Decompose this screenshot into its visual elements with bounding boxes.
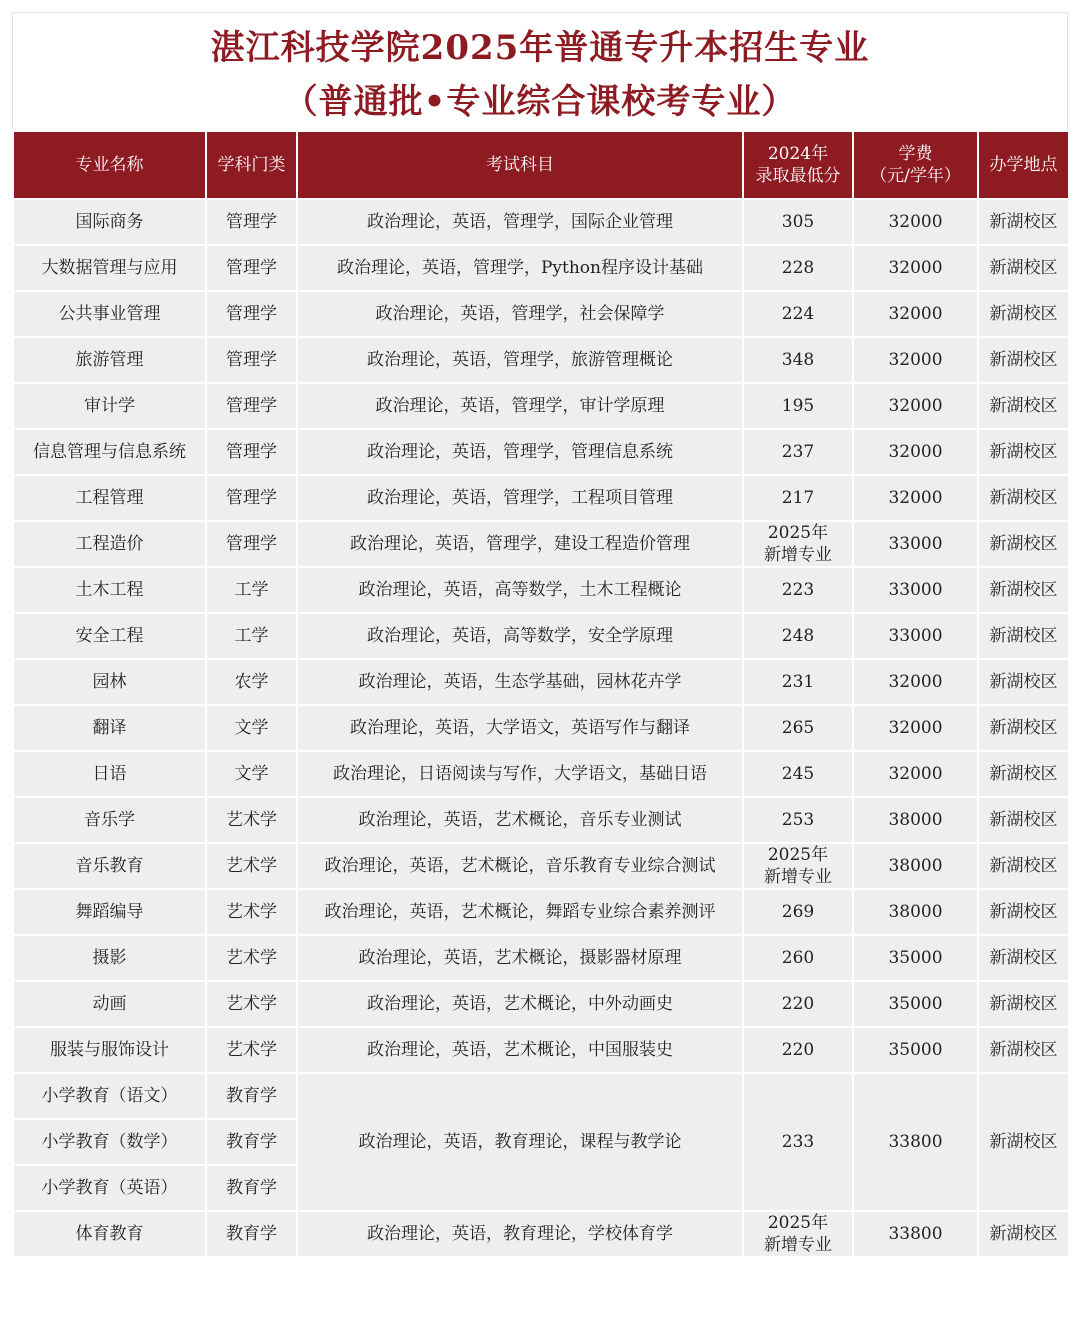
cell-tuition: 33800 [853,1211,978,1257]
cell-major: 体育教育 [13,1211,206,1257]
cell-major: 小学教育（英语） [13,1165,206,1211]
cell-campus: 新湖校区 [978,475,1069,521]
cell-major: 公共事业管理 [13,291,206,337]
table-row [13,1027,1069,1073]
cell-tuition: 33000 [853,567,978,613]
cell-major: 音乐学 [13,797,206,843]
cell-tuition: 32000 [853,751,978,797]
cell-score [743,1211,853,1257]
cell-subjects: 政治理论，英语，管理学，社会保障学 [297,291,743,337]
table-row [13,659,1069,705]
table-row [13,935,1069,981]
cell-subjects: 政治理论，英语，艺术概论，舞蹈专业综合素养测评 [297,889,743,935]
cell-score: 269 [743,889,853,935]
table-row [13,521,1069,567]
cell-tuition: 32000 [853,659,978,705]
header-min-score [743,131,853,199]
page-subtitle: （普通批•专业综合课校考专业） [283,82,797,122]
cell-tuition: 33800 [853,1073,978,1211]
cell-major: 舞蹈编导 [13,889,206,935]
cell-major: 旅游管理 [13,337,206,383]
cell-category: 管理学 [206,521,297,567]
table-row [13,889,1069,935]
cell-category: 艺术学 [206,843,297,889]
header-tuition-line1: 学费 [898,144,933,164]
cell-subjects: 政治理论，英语，生态学基础，园林花卉学 [297,659,743,705]
cell-score-line1: 2025年 [767,1213,829,1233]
cell-category: 农学 [206,659,297,705]
header-subjects: 考试科目 [297,131,743,199]
cell-category: 管理学 [206,429,297,475]
cell-category: 管理学 [206,291,297,337]
cell-category: 工学 [206,567,297,613]
cell-tuition: 33000 [853,521,978,567]
cell-subjects: 政治理论，英语，艺术概论，中国服装史 [297,1027,743,1073]
cell-tuition: 32000 [853,291,978,337]
cell-score: 245 [743,751,853,797]
cell-subjects: 政治理论，英语，高等数学，土木工程概论 [297,567,743,613]
header-campus: 办学地点 [978,131,1069,199]
cell-category: 教育学 [206,1073,297,1119]
table-row [13,705,1069,751]
cell-campus: 新湖校区 [978,843,1069,889]
table-row [13,751,1069,797]
cell-major: 审计学 [13,383,206,429]
cell-campus: 新湖校区 [978,291,1069,337]
cell-campus: 新湖校区 [978,199,1069,245]
cell-tuition: 32000 [853,383,978,429]
cell-score: 305 [743,199,853,245]
table-row [13,291,1069,337]
cell-campus: 新湖校区 [978,659,1069,705]
cell-category: 教育学 [206,1119,297,1165]
cell-campus: 新湖校区 [978,751,1069,797]
header-category: 学科门类 [206,131,297,199]
table-row [13,843,1069,889]
table-row [13,613,1069,659]
table-row [13,981,1069,1027]
cell-campus: 新湖校区 [978,567,1069,613]
cell-category: 教育学 [206,1165,297,1211]
cell-subjects: 政治理论，英语，艺术概论，摄影器材原理 [297,935,743,981]
header-min-score-line2: 录取最低分 [755,166,841,186]
cell-campus: 新湖校区 [978,935,1069,981]
cell-subjects: 政治理论，英语，艺术概论，中外动画史 [297,981,743,1027]
table-row [13,245,1069,291]
cell-tuition: 32000 [853,199,978,245]
cell-score: 223 [743,567,853,613]
cell-subjects: 政治理论，英语，管理学，旅游管理概论 [297,337,743,383]
cell-campus: 新湖校区 [978,1073,1069,1211]
cell-subjects: 政治理论，英语，艺术概论，音乐专业测试 [297,797,743,843]
cell-major: 园林 [13,659,206,705]
cell-campus: 新湖校区 [978,245,1069,291]
header-tuition-line2: （元/学年） [870,166,961,186]
cell-score: 228 [743,245,853,291]
cell-subjects: 政治理论，日语阅读与写作，大学语文，基础日语 [297,751,743,797]
cell-campus: 新湖校区 [978,797,1069,843]
cell-major: 日语 [13,751,206,797]
cell-score: 217 [743,475,853,521]
cell-subjects: 政治理论，英语，管理学，建设工程造价管理 [297,521,743,567]
cell-tuition: 33000 [853,613,978,659]
cell-score: 265 [743,705,853,751]
cell-tuition: 32000 [853,337,978,383]
majors-table [12,130,1070,1258]
cell-major: 小学教育（数学） [13,1119,206,1165]
cell-score: 224 [743,291,853,337]
cell-score-line2: 新增专业 [764,867,832,887]
cell-subjects: 政治理论，英语，大学语文，英语写作与翻译 [297,705,743,751]
cell-major: 国际商务 [13,199,206,245]
table-body [13,199,1069,1257]
cell-tuition: 35000 [853,935,978,981]
cell-tuition: 38000 [853,889,978,935]
cell-score: 248 [743,613,853,659]
cell-campus: 新湖校区 [978,1027,1069,1073]
cell-category: 文学 [206,751,297,797]
cell-subjects: 政治理论，英语，管理学，审计学原理 [297,383,743,429]
cell-tuition: 35000 [853,981,978,1027]
cell-subjects: 政治理论，英语，教育理论，课程与教学论 [297,1073,743,1211]
header-major: 专业名称 [13,131,206,199]
cell-subjects: 政治理论，英语，管理学，管理信息系统 [297,429,743,475]
cell-major: 服装与服饰设计 [13,1027,206,1073]
page-title: 湛江科技学院2025年普通专升本招生专业 [210,28,870,68]
cell-score: 253 [743,797,853,843]
cell-major: 小学教育（语文） [13,1073,206,1119]
cell-major: 工程管理 [13,475,206,521]
cell-score-line2: 新增专业 [764,545,832,565]
cell-tuition: 32000 [853,429,978,475]
cell-major: 安全工程 [13,613,206,659]
table-row [13,429,1069,475]
admission-page [12,12,1068,1258]
cell-tuition: 32000 [853,245,978,291]
cell-category: 文学 [206,705,297,751]
cell-score-line1: 2025年 [767,845,829,865]
cell-subjects: 政治理论，英语，艺术概论，音乐教育专业综合测试 [297,843,743,889]
cell-campus: 新湖校区 [978,521,1069,567]
cell-major: 工程造价 [13,521,206,567]
cell-category: 艺术学 [206,889,297,935]
cell-campus: 新湖校区 [978,705,1069,751]
cell-score: 237 [743,429,853,475]
cell-score [743,521,853,567]
cell-campus: 新湖校区 [978,889,1069,935]
cell-major: 音乐教育 [13,843,206,889]
header-min-score-line1: 2024年 [767,144,829,164]
cell-major: 土木工程 [13,567,206,613]
table-row [13,383,1069,429]
cell-campus: 新湖校区 [978,613,1069,659]
cell-subjects: 政治理论，英语，高等数学，安全学原理 [297,613,743,659]
cell-score: 233 [743,1073,853,1211]
cell-major: 信息管理与信息系统 [13,429,206,475]
table-row [13,1073,1069,1119]
table-row [13,1211,1069,1257]
cell-major: 摄影 [13,935,206,981]
cell-tuition: 32000 [853,475,978,521]
cell-score: 260 [743,935,853,981]
cell-score-line1: 2025年 [767,523,829,543]
cell-campus: 新湖校区 [978,1211,1069,1257]
cell-subjects: 政治理论，英语，管理学，工程项目管理 [297,475,743,521]
table-row [13,199,1069,245]
cell-score [743,843,853,889]
cell-campus: 新湖校区 [978,981,1069,1027]
table-row [13,475,1069,521]
cell-tuition: 35000 [853,1027,978,1073]
cell-major: 动画 [13,981,206,1027]
cell-tuition: 32000 [853,705,978,751]
cell-subjects: 政治理论，英语，管理学，国际企业管理 [297,199,743,245]
cell-score: 195 [743,383,853,429]
cell-score: 220 [743,1027,853,1073]
cell-category: 艺术学 [206,981,297,1027]
table-row [13,797,1069,843]
cell-campus: 新湖校区 [978,383,1069,429]
cell-category: 管理学 [206,383,297,429]
cell-category: 工学 [206,613,297,659]
table-row [13,337,1069,383]
cell-category: 管理学 [206,337,297,383]
cell-score: 348 [743,337,853,383]
cell-category: 管理学 [206,245,297,291]
cell-score: 220 [743,981,853,1027]
cell-category: 艺术学 [206,1027,297,1073]
cell-category: 艺术学 [206,935,297,981]
cell-tuition: 38000 [853,797,978,843]
cell-score-line2: 新增专业 [764,1235,832,1255]
cell-category: 艺术学 [206,797,297,843]
table-row [13,567,1069,613]
cell-category: 教育学 [206,1211,297,1257]
header-tuition [853,131,978,199]
title-box [12,12,1068,130]
cell-major: 大数据管理与应用 [13,245,206,291]
cell-subjects: 政治理论，英语，教育理论，学校体育学 [297,1211,743,1257]
cell-campus: 新湖校区 [978,429,1069,475]
cell-category: 管理学 [206,199,297,245]
cell-category: 管理学 [206,475,297,521]
cell-score: 231 [743,659,853,705]
cell-subjects: 政治理论，英语，管理学，Python程序设计基础 [297,245,743,291]
cell-tuition: 38000 [853,843,978,889]
cell-major: 翻译 [13,705,206,751]
table-header-row [13,131,1069,199]
cell-campus: 新湖校区 [978,337,1069,383]
